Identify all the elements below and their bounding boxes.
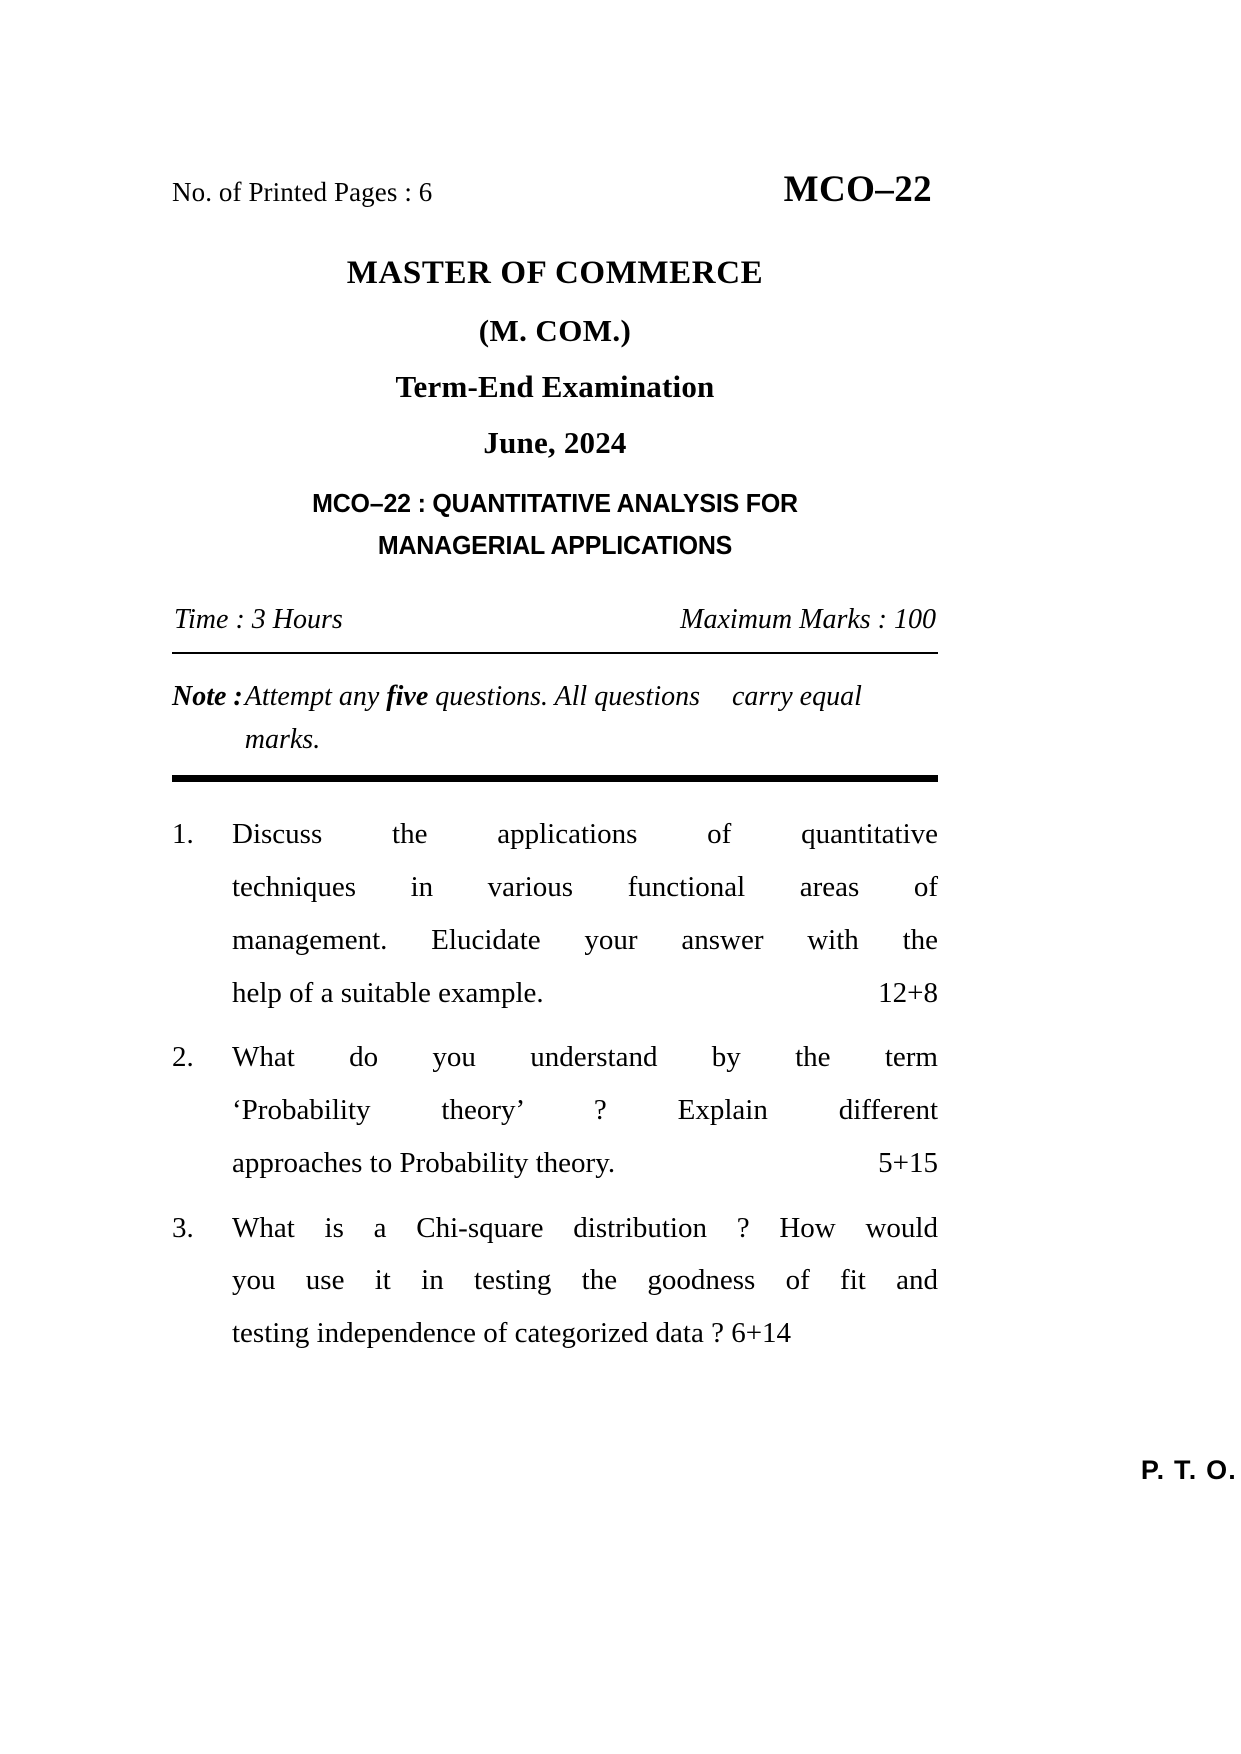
exam-info-row <box>172 604 938 636</box>
question-body <box>232 1202 938 1360</box>
question-line: Discuss the applications of quantitative <box>232 818 938 851</box>
programme-title: MASTER OF COMMERCE <box>346 255 764 291</box>
question-text-tail: help of a suitable example. <box>232 976 544 1009</box>
exam-session: June, 2024 <box>483 425 627 460</box>
question-text-tail: approaches to Probability theory. <box>232 1146 616 1179</box>
question-item <box>172 1202 938 1360</box>
note-word-questions: questions. <box>435 681 549 713</box>
paper-code: MCO–22 <box>783 169 932 210</box>
question-number: 3. <box>172 1211 194 1244</box>
page-content <box>172 0 938 1372</box>
programme-abbreviation: (M. COM.) <box>478 313 632 348</box>
question-item <box>172 1031 938 1189</box>
page-footer <box>471 1455 1241 1486</box>
note-line-2: carry equal marks. <box>244 681 862 755</box>
question-line-final <box>232 967 938 1020</box>
question-marks: 12+8 <box>878 976 938 1009</box>
question-line-final <box>232 1137 938 1190</box>
question-number: 2. <box>172 1041 194 1074</box>
question-line: you use it in testing the goodness of fit and <box>232 1264 938 1297</box>
question-body <box>232 1031 938 1189</box>
note-label: Note : <box>172 681 243 713</box>
time-allowed: Time : 3 Hours <box>174 604 343 636</box>
subject-title-line-2: MANAGERIAL APPLICATIONS <box>377 530 733 561</box>
note-line-1 <box>245 681 700 712</box>
question-line: techniques in various functional areas of <box>232 871 938 904</box>
note-word-all: All <box>554 681 588 713</box>
note-word-questions-2: questions <box>594 681 700 713</box>
note-block <box>172 676 938 761</box>
exam-type: Term-End Examination <box>395 369 715 404</box>
pto-label: P. T. O. <box>1140 1455 1237 1485</box>
note-word-any: any <box>338 681 380 713</box>
header-divider <box>172 652 938 654</box>
question-marks: 5+15 <box>878 1146 938 1179</box>
note-body <box>245 676 938 761</box>
question-line: management. Elucidate your answer with the <box>232 923 938 956</box>
question-item <box>172 808 938 1019</box>
question-line: What do you understand by the term <box>232 1041 938 1074</box>
question-line: ‘Probability theory’ ? Explain different <box>232 1094 938 1127</box>
note-word-attempt: Attempt <box>244 681 332 713</box>
question-body <box>232 808 938 1019</box>
note-word-five: five <box>386 681 429 713</box>
subject-title-line-1: MCO–22 : QUANTITATIVE ANALYSIS FOR <box>312 488 798 518</box>
question-number: 1. <box>172 818 194 851</box>
questions-list <box>172 808 938 1360</box>
subject-title <box>187 482 922 566</box>
printed-pages-label: No. of Printed Pages : 6 <box>172 177 433 207</box>
question-line: What is a Chi-square distribution ? How would <box>232 1211 938 1244</box>
page-header <box>172 0 938 211</box>
maximum-marks: Maximum Marks : 100 <box>680 604 936 636</box>
question-line-final: testing independence of categorized data ? 6+14 <box>232 1317 792 1350</box>
section-divider <box>172 775 938 782</box>
title-block <box>172 257 938 566</box>
